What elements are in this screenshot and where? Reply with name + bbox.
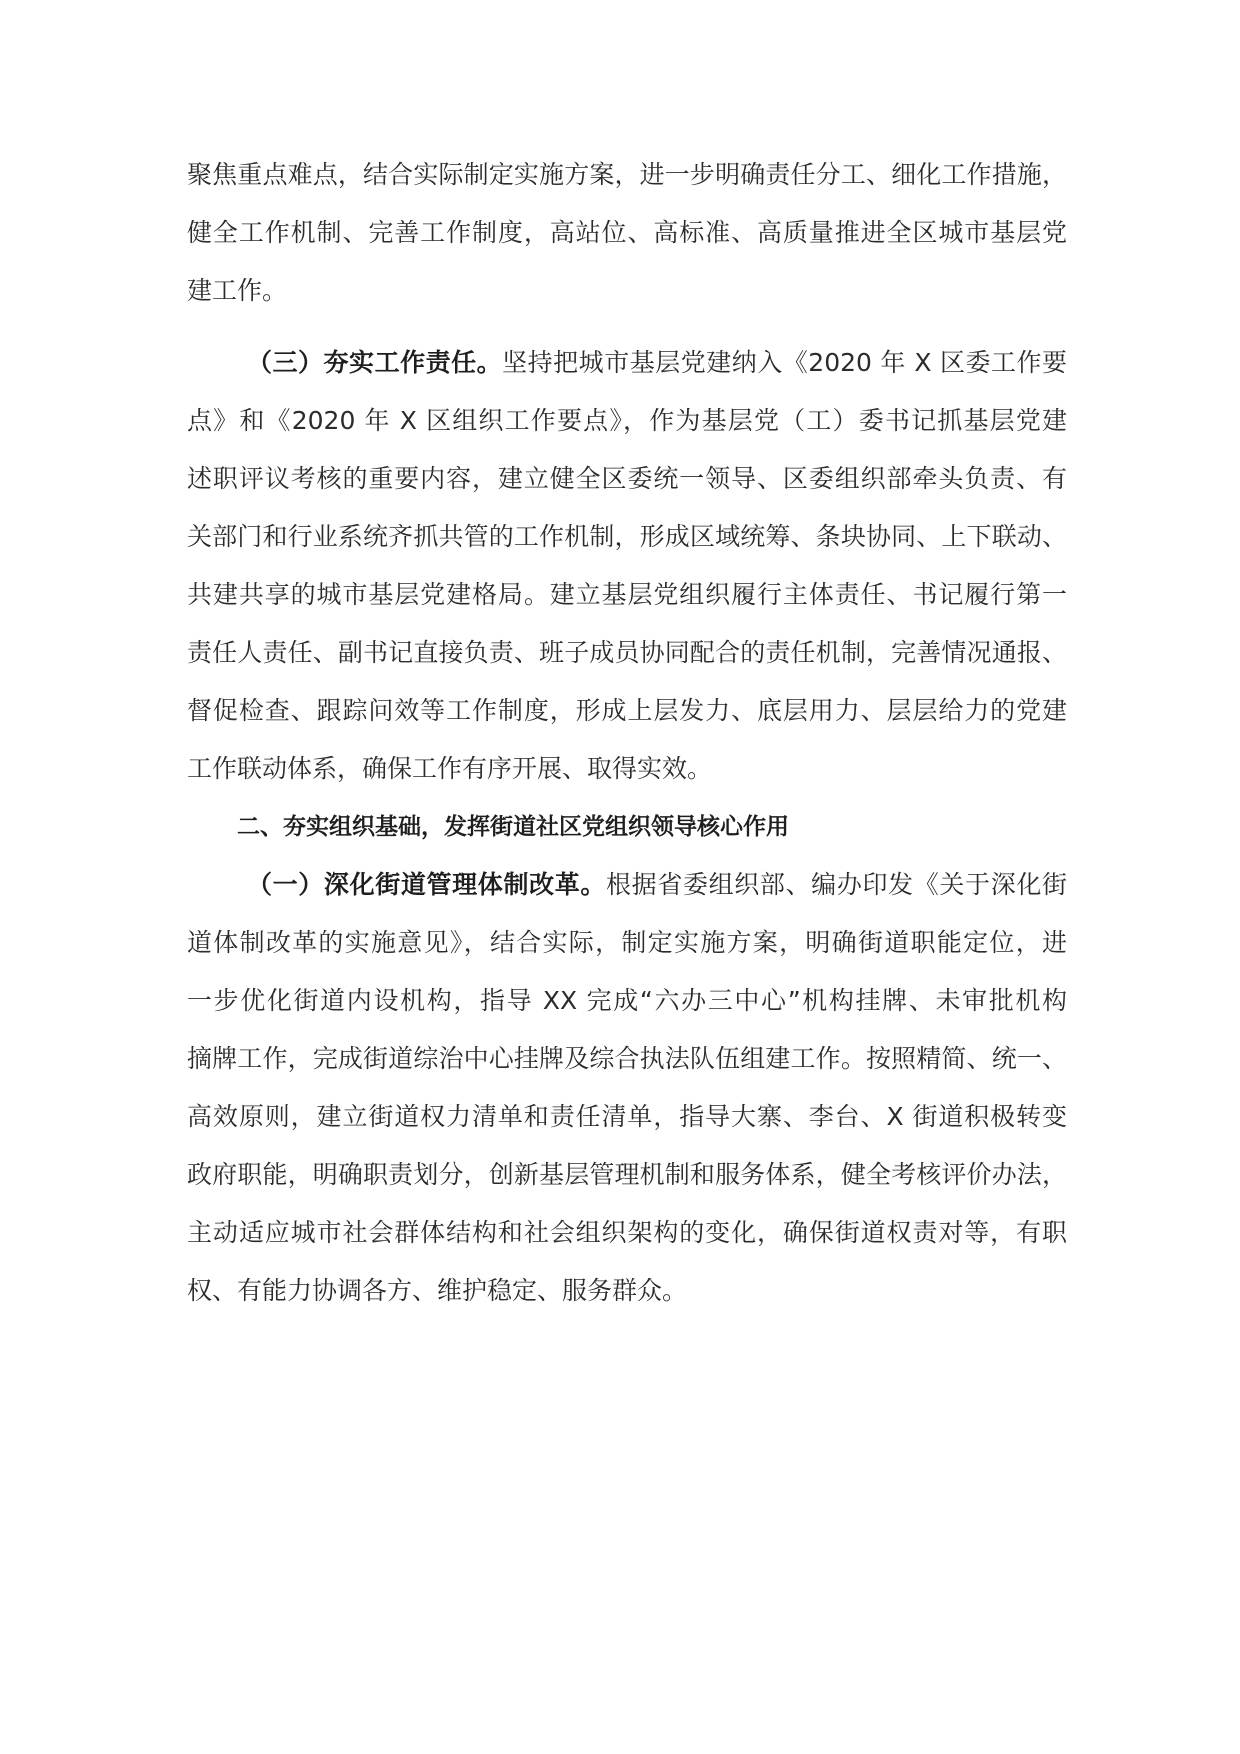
paragraph-line: 点》和《2020 年 X 区组织工作要点》，作为基层党（工）委书记抓基层党建 — [187, 406, 1067, 435]
paragraph-text: 根据省委组织部、编办印发《关于深化街 — [606, 870, 1067, 899]
paragraph-line: 权、有能力协调各方、维护稳定、服务群众。 — [187, 1276, 688, 1305]
paragraph-line: 述职评议考核的重要内容，建立健全区委统一领导、区委组织部牵头负责、有 — [187, 464, 1067, 493]
paragraph-line: 健全工作机制、完善工作制度，高站位、高标准、高质量推进全区城市基层党 — [187, 218, 1067, 247]
paragraph-line: 建工作。 — [187, 276, 288, 305]
paragraph-lead-line — [247, 346, 1067, 380]
subsection-title: （三）夯实工作责任。 — [247, 348, 503, 377]
subsection-title: （一）深化街道管理体制改革。 — [247, 870, 607, 899]
paragraph-line: 工作联动体系，确保工作有序开展、取得实效。 — [187, 754, 713, 783]
paragraph-line: 一步优化街道内设机构，指导 XX 完成“六办三中心”机构挂牌、未审批机构 — [187, 986, 1067, 1015]
paragraph-line: 督促检查、跟踪问效等工作制度，形成上层发力、底层用力、层层给力的党建 — [187, 696, 1067, 725]
section-heading: 二、夯实组织基础，发挥街道社区党组织领导核心作用 — [237, 814, 789, 840]
paragraph-line: 道体制改革的实施意见》，结合实际，制定实施方案，明确街道职能定位，进 — [187, 928, 1067, 957]
paragraph-line: 高效原则，建立街道权力清单和责任清单，指导大寨、李台、X 街道积极转变 — [187, 1102, 1067, 1131]
paragraph-text: 坚持把城市基层党建纳入《2020 年 X 区委工作要 — [502, 348, 1067, 377]
paragraph-line: 政府职能，明确职责划分，创新基层管理机制和服务体系，健全考核评价办法， — [187, 1160, 1067, 1189]
paragraph-line: 主动适应城市社会群体结构和社会组织架构的变化，确保街道权责对等，有职 — [187, 1218, 1067, 1247]
paragraph-lead-line — [247, 868, 1067, 902]
paragraph-line: 聚焦重点难点，结合实际制定实施方案，进一步明确责任分工、细化工作措施， — [187, 160, 1067, 189]
paragraph-line: 摘牌工作，完成街道综治中心挂牌及综合执法队伍组建工作。按照精简、统一、 — [187, 1044, 1067, 1073]
paragraph-line: 共建共享的城市基层党建格局。建立基层党组织履行主体责任、书记履行第一 — [187, 580, 1067, 609]
paragraph-line: 责任人责任、副书记直接负责、班子成员协同配合的责任机制，完善情况通报、 — [187, 638, 1067, 667]
paragraph-line: 关部门和行业系统齐抓共管的工作机制，形成区域统筹、条块协同、上下联动、 — [187, 522, 1067, 551]
